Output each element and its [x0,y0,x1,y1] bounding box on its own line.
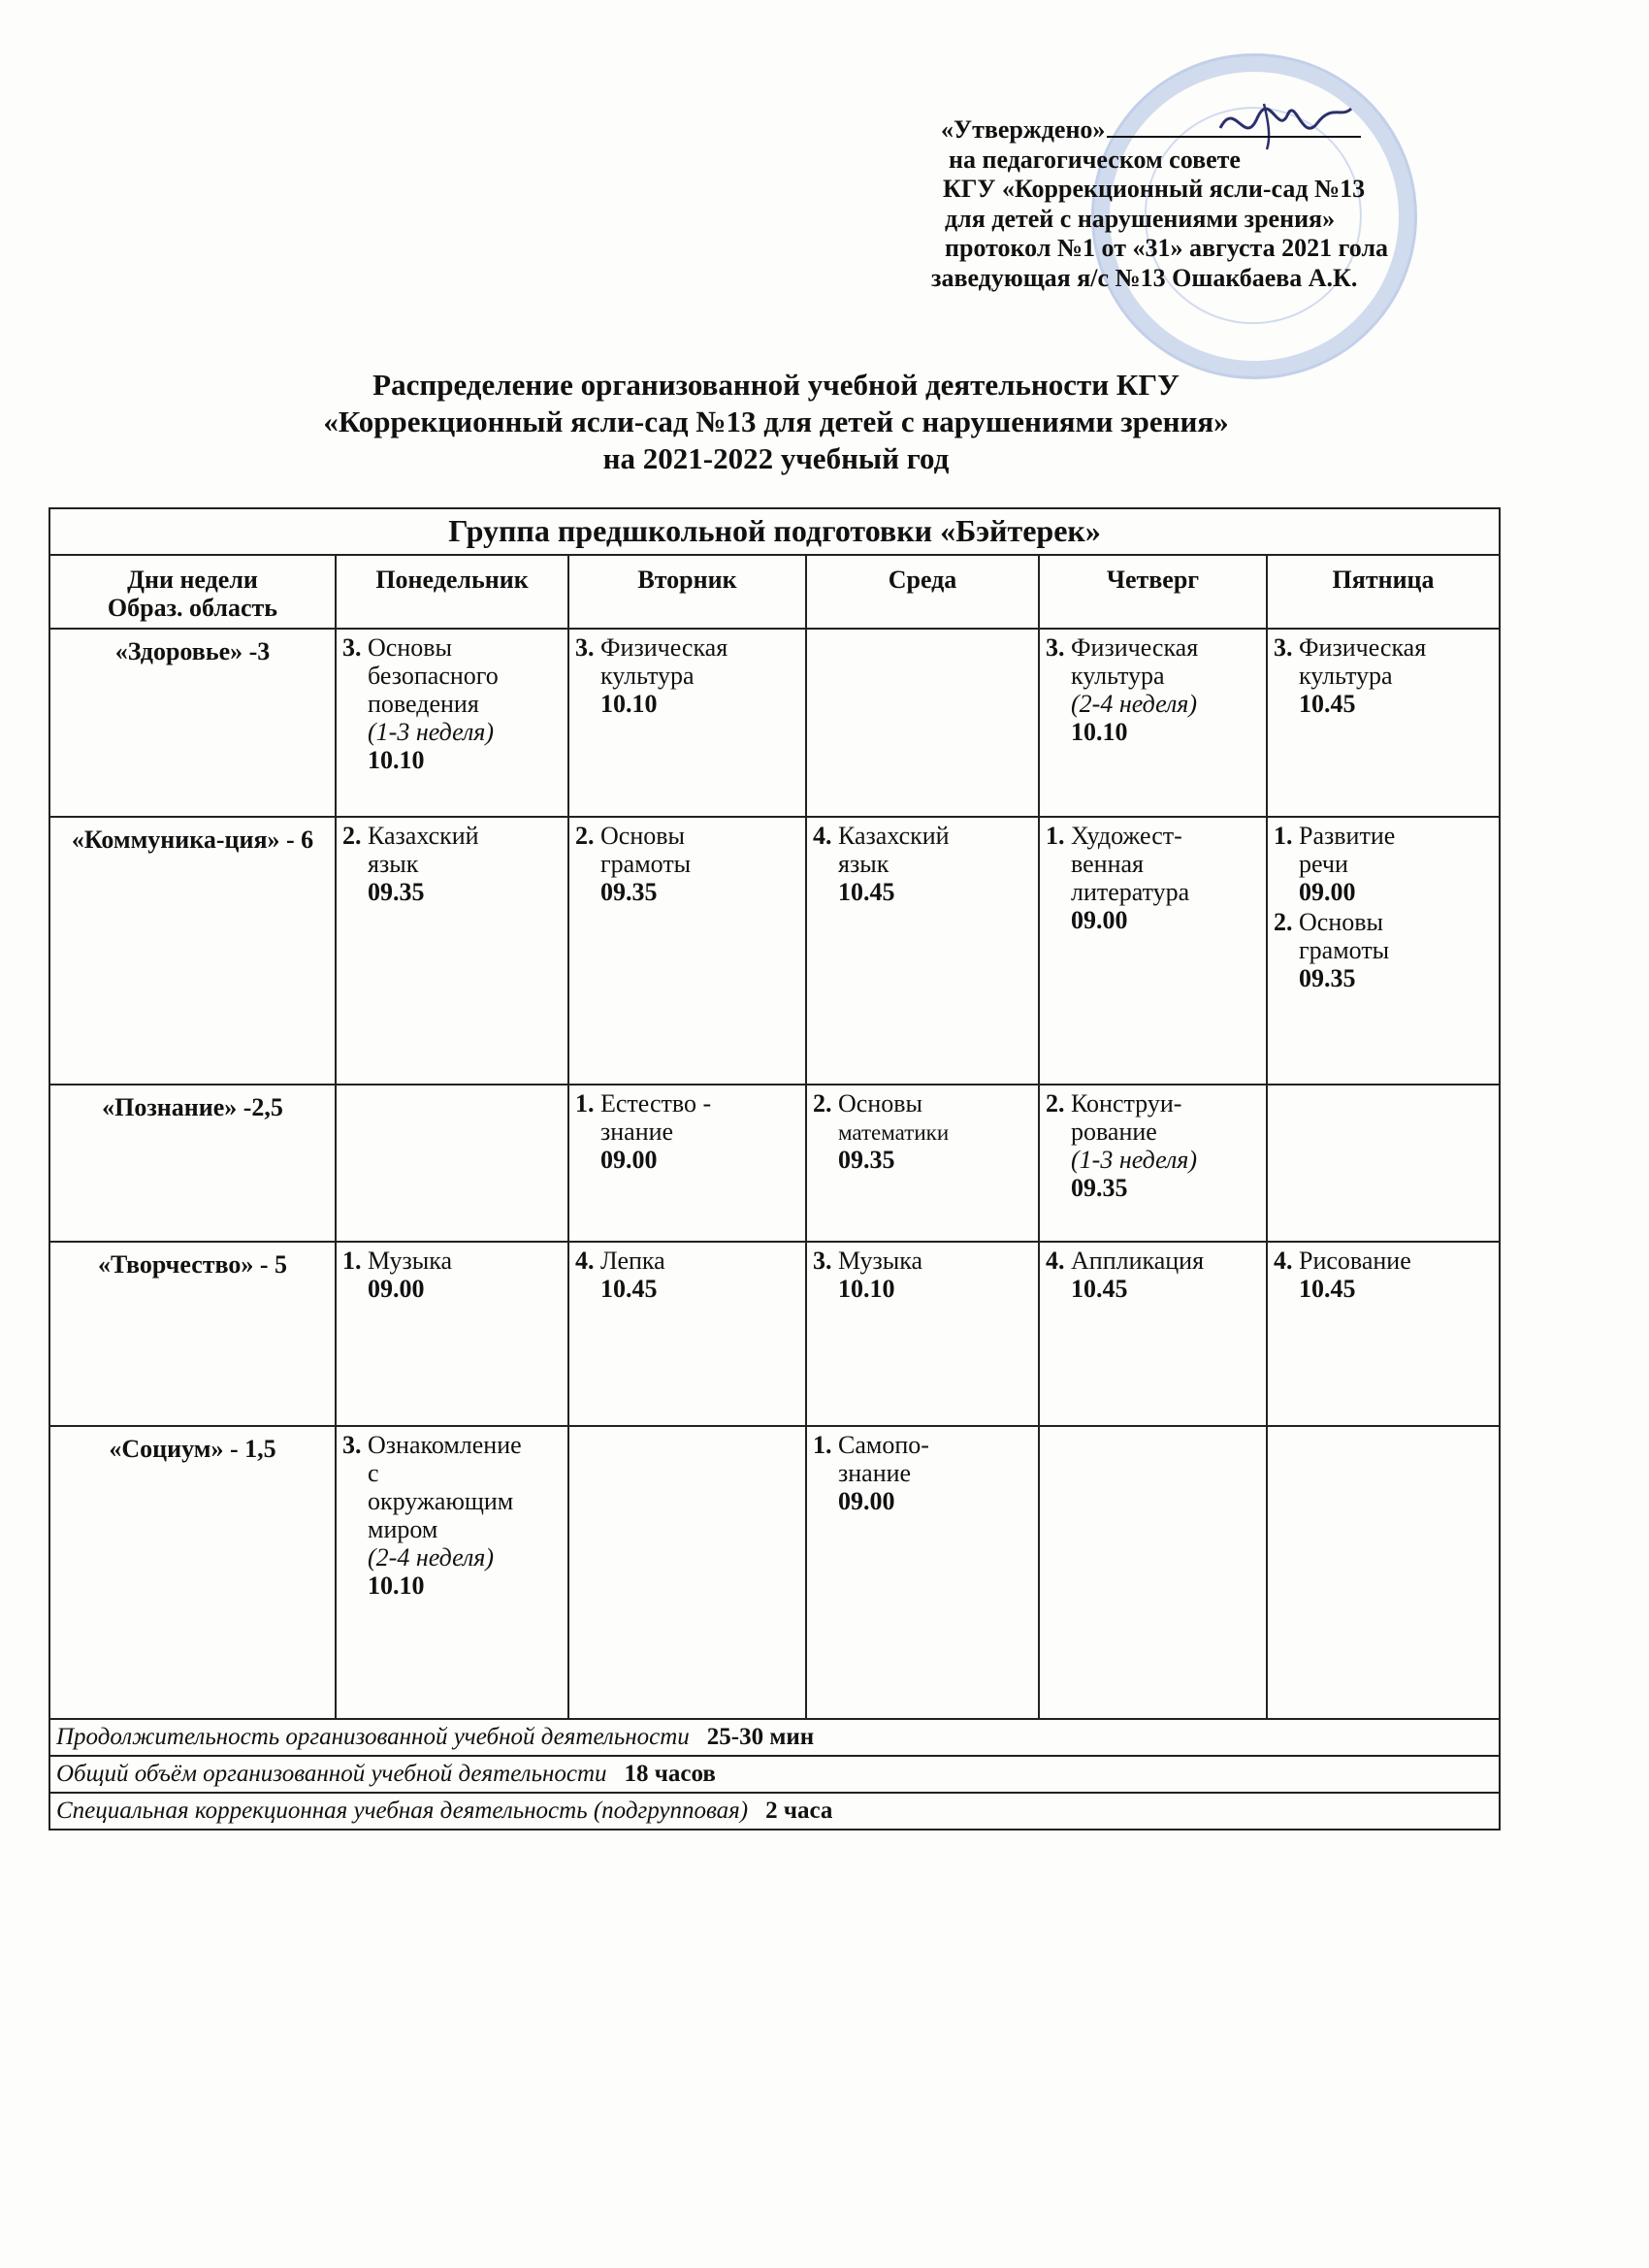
activity-time: 09.35 [1071,1174,1128,1202]
activity-name: Рисование [1299,1247,1411,1275]
activity-time: 09.35 [368,878,425,906]
header-day: Понедельник [336,555,568,629]
activity-name: венная [1071,850,1144,878]
activity-name: Основы [1299,908,1383,936]
header-area-label: Образ. область [107,594,278,622]
table-row [49,629,1500,817]
activity-item [813,1089,1032,1174]
approval-line-head: заведующая я/с №13 Ошакбаева А.К. [931,263,1358,292]
activity-number: 1. [1046,822,1065,850]
summary-row [49,1793,1500,1830]
activity-name: Самопо- [838,1431,929,1459]
activity-name: Основы [838,1089,922,1118]
schedule-cell [1039,629,1267,817]
activity-time: 10.45 [1299,1275,1356,1303]
activity-item [1274,633,1493,718]
approval-block [931,113,1560,293]
activity-number: 3. [575,633,595,662]
activity-time: 10.10 [600,690,658,718]
activity-name: Основы [600,822,685,850]
activity-name: язык [838,850,889,878]
activity-name: безопасного [368,662,499,690]
activity-item [575,1247,799,1303]
summary-cell [49,1793,1500,1830]
activity-number: 1. [342,1247,362,1275]
activity-weeks-note: (1-3 неделя) [368,718,495,746]
activity-name: Конструи- [1071,1089,1182,1118]
activity-name: Физическая [600,633,728,662]
header-first [49,555,336,629]
activity-item [575,633,799,718]
summary-label: Продолжительность организованной учебной деятельности [56,1724,690,1750]
table-row [49,1242,1500,1426]
activity-name: поведения [368,690,479,718]
activity-item [1046,1247,1260,1303]
activity-item [342,633,562,774]
schedule-cell [1039,817,1267,1085]
activity-number: 3. [813,1247,832,1275]
group-name: Группа предшкольной подготовки «Бэйтерек» [49,508,1500,555]
activity-name: культура [1299,662,1393,690]
schedule-cell [806,1085,1039,1242]
summary-row [49,1756,1500,1793]
title-line-1: Распределение организованной учебной деятельности КГУ [372,368,1180,402]
table-row [49,1085,1500,1242]
activity-item [1274,1247,1493,1303]
activity-item [813,822,1032,906]
activity-number: 3. [1046,633,1065,662]
activity-name: Физическая [1299,633,1427,662]
activity-number: 1. [575,1089,595,1118]
activity-item [342,822,562,906]
schedule-cell [336,817,568,1085]
activity-name: Казахский [368,822,479,850]
activity-time: 10.45 [600,1275,658,1303]
schedule-cell [806,1426,1039,1719]
approval-line-org: КГУ «Коррекционный ясли-сад №13 [943,175,1366,203]
activity-number: 4. [1046,1247,1065,1275]
summary-label: Общий объём организованной учебной деятельности [56,1761,607,1787]
header-day: Пятница [1267,555,1500,629]
header-day: Вторник [568,555,806,629]
activity-name: грамоты [600,850,692,878]
activity-time: 09.00 [1299,878,1356,906]
activity-name: культура [600,662,695,690]
activity-name: окружающим [368,1487,514,1515]
approval-line-council: на педагогическом совете [949,145,1241,174]
activity-number: 2. [342,822,362,850]
activity-name: Физическая [1071,633,1199,662]
header-days-label: Дни недели [127,566,258,594]
schedule-cell [806,817,1039,1085]
activity-number: 1. [813,1431,832,1459]
activity-number: 3. [342,633,362,662]
area-label: «Творчество» - 5 [49,1242,336,1426]
area-label: «Здоровье» -3 [49,629,336,817]
activity-time: 09.35 [1299,964,1356,992]
activity-name: Ознакомление [368,1431,522,1459]
activity-time: 09.35 [838,1146,895,1174]
activity-weeks-note: (1-3 неделя) [1071,1146,1198,1174]
activity-item [1274,822,1493,906]
activity-item [575,822,799,906]
activity-time: 10.45 [1071,1275,1128,1303]
activity-item [813,1247,1032,1303]
activity-time: 09.00 [368,1275,425,1303]
activity-name: грамоты [1299,936,1390,964]
activity-weeks-note: (2-4 неделя) [368,1543,495,1571]
area-label: «Познание» -2,5 [49,1085,336,1242]
activity-number: 3. [342,1431,362,1459]
activity-number: 1. [1274,822,1293,850]
activity-name: математики [838,1120,950,1145]
schedule-cell [336,1085,568,1242]
activity-name: Основы [368,633,452,662]
activity-item [1046,633,1260,746]
summary-value: 2 часа [765,1798,833,1824]
schedule-cell [1267,817,1500,1085]
activity-number: 2. [1046,1089,1065,1118]
activity-time: 09.35 [600,878,658,906]
activity-number: 2. [813,1089,832,1118]
signature-line [1107,113,1361,138]
activity-item [575,1089,799,1174]
activity-time: 09.00 [838,1487,895,1515]
activity-time: 10.10 [1071,718,1128,746]
activity-name: литература [1071,878,1190,906]
approval-line-org2: для детей с нарушениями зрения» [945,204,1336,233]
activity-name: Казахский [838,822,950,850]
activity-number: 2. [1274,908,1293,936]
activity-time: 10.45 [838,878,895,906]
schedule-cell [568,1085,806,1242]
summary-value: 18 часов [624,1761,716,1787]
activity-time: 10.10 [368,746,425,774]
schedule-cell [336,1426,568,1719]
schedule-cell [1267,629,1500,817]
activity-name: с [368,1459,379,1487]
schedule-cell [336,1242,568,1426]
table-row [49,1426,1500,1719]
activity-name: Художест- [1071,822,1182,850]
schedule-cell [336,629,568,817]
schedule-cell [1039,1426,1267,1719]
summary-cell [49,1756,1500,1793]
approval-title: «Утверждено» [941,115,1106,144]
activity-time: 09.00 [1071,906,1128,934]
summary-value: 25-30 мин [706,1724,815,1750]
activity-name: язык [368,850,419,878]
activity-name: миром [368,1515,438,1543]
activity-item [1046,1089,1260,1202]
activity-item [1046,822,1260,934]
activity-name: знание [838,1459,912,1487]
area-label: «Коммуника-ция» - 6 [49,817,336,1085]
activity-number: 4. [813,822,832,850]
activity-item [813,1431,1032,1515]
activity-item [342,1247,562,1303]
activity-time: 10.10 [838,1275,895,1303]
activity-name: речи [1299,850,1348,878]
schedule-cell [806,629,1039,817]
schedule-cell [568,629,806,817]
activity-time: 10.45 [1299,690,1356,718]
area-label: «Социум» - 1,5 [49,1426,336,1719]
activity-time: 10.10 [368,1571,425,1600]
table-row [49,817,1500,1085]
schedule-cell [1039,1085,1267,1242]
header-day: Среда [806,555,1039,629]
schedule-cell [1039,1242,1267,1426]
title-line-2: «Коррекционный ясли-сад №13 для детей с нарушениями зрения» [323,405,1229,438]
schedule-cell [1267,1085,1500,1242]
schedule-table [48,507,1501,1831]
activity-number: 4. [575,1247,595,1275]
activity-name: Естество - [600,1089,712,1118]
summary-label: Специальная коррекционная учебная деятельность (подгрупповая) [56,1798,749,1824]
summary-cell [49,1719,1500,1756]
schedule-cell [806,1242,1039,1426]
schedule-cell [568,817,806,1085]
header-day: Четверг [1039,555,1267,629]
activity-weeks-note: (2-4 неделя) [1071,690,1198,718]
activity-name: культура [1071,662,1165,690]
activity-name: рование [1071,1118,1157,1146]
activity-name: Лепка [600,1247,665,1275]
schedule-cell [568,1426,806,1719]
activity-name: Музыка [838,1247,922,1275]
activity-name: Аппликация [1071,1247,1205,1275]
activity-number: 4. [1274,1247,1293,1275]
summary-row [49,1719,1500,1756]
activity-number: 3. [1274,633,1293,662]
activity-number: 2. [575,822,595,850]
schedule-cell [1267,1426,1500,1719]
activity-item [1274,908,1493,992]
schedule-cell [1267,1242,1500,1426]
approval-line-protocol: протокол №1 от «31» августа 2021 гола [945,234,1389,262]
activity-time: 09.00 [600,1146,658,1174]
activity-name: Развитие [1299,822,1396,850]
schedule-cell [568,1242,806,1426]
activity-name: Музыка [368,1247,452,1275]
title-line-3: на 2021-2022 учебный год [602,441,950,475]
activity-name: знание [600,1118,674,1146]
document-title [116,367,1436,477]
activity-item [342,1431,562,1600]
